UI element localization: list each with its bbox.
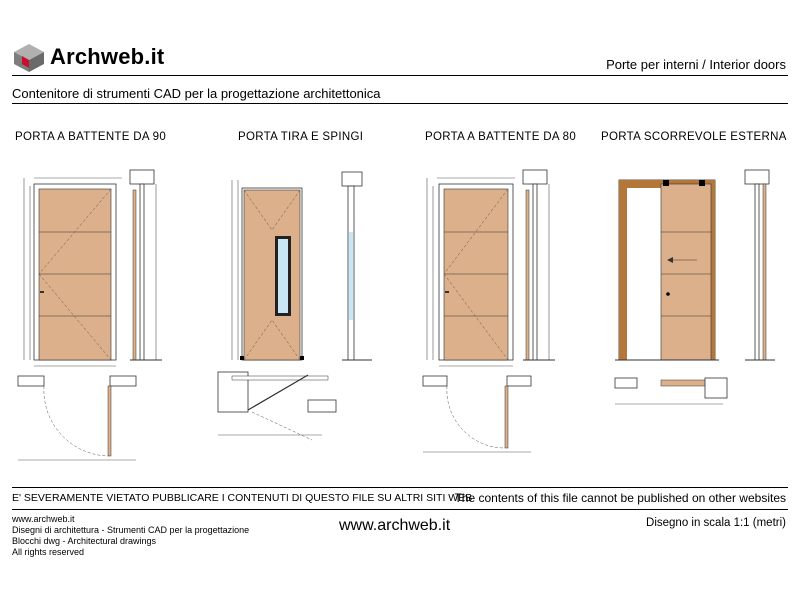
subtitle: Contenitore di strumenti CAD per la progettazione architettonica [12,86,381,101]
section-title-sliding: PORTA SCORREVOLE ESTERNA [601,131,787,143]
footer-line-site[interactable]: www.archweb.it [12,514,75,524]
glass-panel [278,239,288,313]
footer-line-rights: All rights reserved [12,547,85,557]
footer-url[interactable]: www.archweb.it [339,517,451,534]
footer-divider [12,509,788,510]
subtitle-divider [12,103,788,104]
drawing-swing-door-90 [12,160,182,470]
sliding-leaf [661,184,711,360]
warning-english: The contents of this file cannot be published on other websites [454,491,786,505]
warning-italian: E' SEVERAMENTE VIETATO PUBBLICARE I CONTENUTI DI QUESTO FILE SU ALTRI SITI WEB [12,492,473,504]
footer-top-divider [12,487,788,488]
door-leaf [39,189,111,360]
footer-line-description: Disegni di architettura - Strumenti CAD per la progettazione [12,525,250,535]
drawing-push-pull-door [212,160,382,460]
brand-name: Archweb.it [50,44,165,69]
drawing-sliding-door [605,160,790,410]
section-title-swing-80: PORTA A BATTENTE DA 80 [425,131,577,143]
page-title: Porte per interni / Interior doors [606,57,786,72]
handle-icon [666,292,670,296]
drawing-swing-door-80 [415,160,585,470]
header-divider [12,75,788,76]
archweb-logo-icon [12,42,46,74]
section-title-swing-90: PORTA A BATTENTE DA 90 [15,131,167,143]
scale-note: Disegno in scala 1:1 (metri) [646,517,786,529]
footer-line-blocks: Blocchi dwg - Architectural drawings [12,536,157,546]
section-title-push-pull: PORTA TIRA E SPINGI [238,131,364,143]
handle-icon [40,291,44,293]
